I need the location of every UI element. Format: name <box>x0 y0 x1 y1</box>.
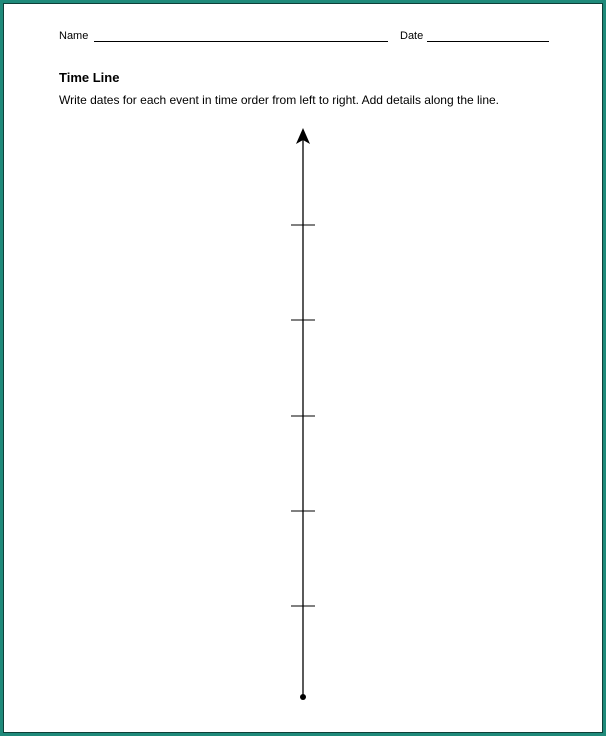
name-label: Name <box>59 30 89 42</box>
worksheet-instructions: Write dates for each event in time order from left to right. Add details along the line. <box>59 93 500 107</box>
date-label: Date <box>400 30 424 42</box>
timeline-start-dot <box>300 694 306 700</box>
worksheet-title: Time Line <box>59 70 120 85</box>
